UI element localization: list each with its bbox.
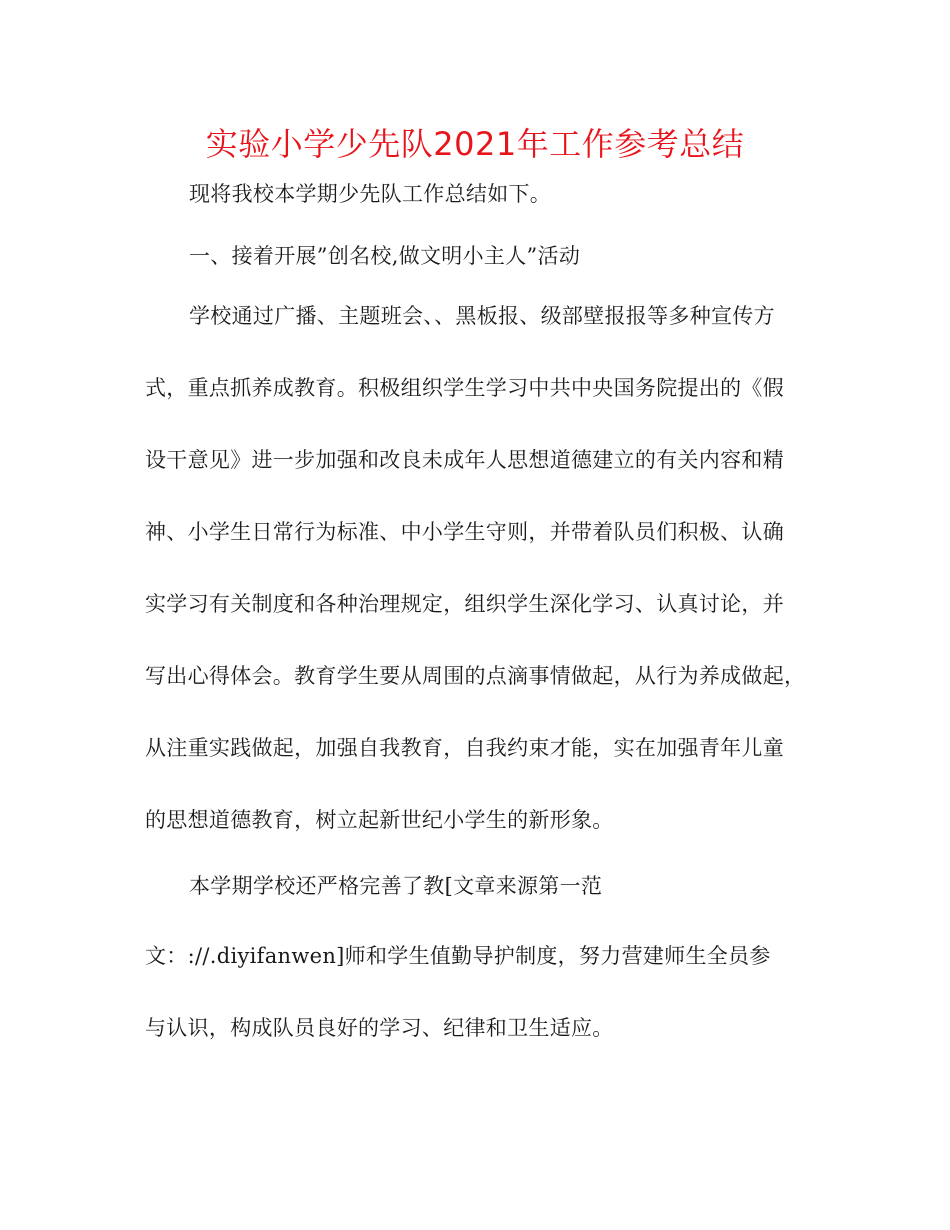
paragraph-line: 与认识，构成队员良好的学习、纪律和卫生适应。 (145, 1016, 614, 1040)
paragraph-intro: 现将我校本学期少先队工作总结如下。 (189, 182, 552, 206)
paragraph-line: 本学期学校还严格完善了教[文章来源第一范 (189, 874, 603, 898)
paragraph-line: 实学习有关制度和各种治理规定，组织学生深化学习、认真讨论，并 (145, 592, 784, 616)
paragraph-line: 从注重实践做起，加强自我教育，自我约束才能，实在加强青年儿童 (145, 736, 784, 760)
paragraph-line: 的思想道德教育，树立起新世纪小学生的新形象。 (145, 808, 614, 832)
paragraph-line: 文：://.diyifanwen]师和学生值勤导护制度，努力营建师生全员参 (145, 944, 771, 968)
paragraph-line: 设干意见》进一步加强和改良未成年人思想道德建立的有关内容和精 (145, 448, 784, 472)
paragraph-line: 式，重点抓养成教育。积极组织学生学习中共中央国务院提出的《假 (145, 376, 784, 400)
paragraph-line: 神、小学生日常行为标准、中小学生守则，并带着队员们积极、认确 (145, 520, 784, 544)
document-title: 实验小学少先队2021年工作参考总结 (205, 125, 745, 163)
section-heading-1: 一、接着开展”创名校,做文明小主人”活动 (189, 244, 581, 268)
paragraph-line: 学校通过广播、主题班会、、黑板报、级部壁报报等多种宣传方 (189, 304, 775, 328)
paragraph-line: 写出心得体会。教育学生要从周围的点滴事情做起，从行为养成做起， (145, 664, 806, 688)
